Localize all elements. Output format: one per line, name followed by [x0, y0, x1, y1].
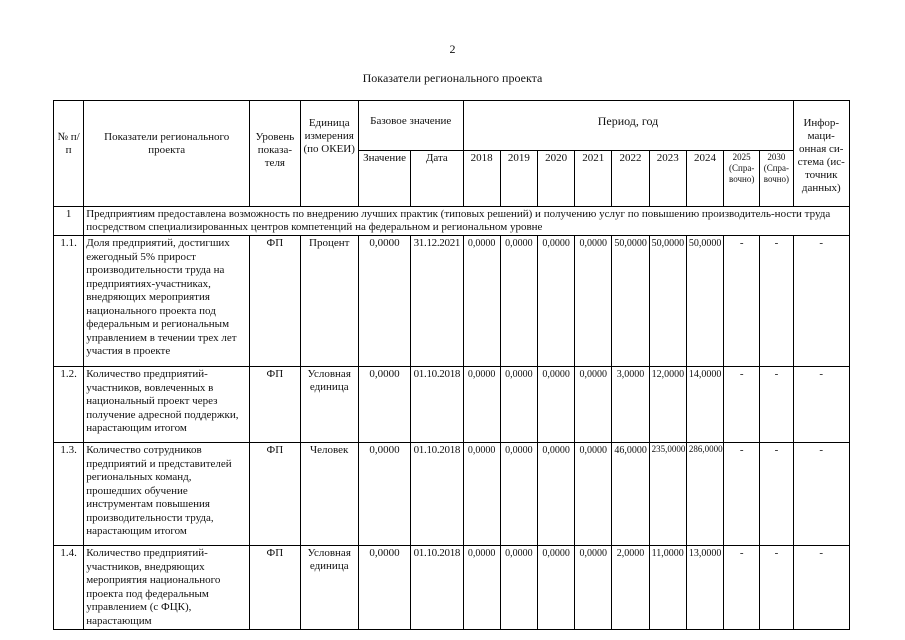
value-2020: 0,0000: [537, 236, 574, 367]
header-year-2030: 2030 (Спра-вочно): [760, 151, 793, 207]
header-level: Уровень показа-теля: [250, 101, 300, 207]
table-row: [54, 367, 850, 443]
indicator-unit: Условная единица: [300, 367, 358, 443]
value-2022: 2,0000: [612, 546, 649, 630]
document-title: Показатели регионального проекта: [362, 71, 543, 85]
value-2030: -: [760, 443, 793, 546]
header-year: 2020: [537, 151, 574, 207]
header-year: 2018: [463, 151, 500, 207]
value-2020: 0,0000: [537, 443, 574, 546]
indicator-unit: Процент: [300, 236, 358, 367]
indicator-level: ФП: [250, 367, 300, 443]
value-2030: -: [760, 367, 793, 443]
value-2020: 0,0000: [537, 367, 574, 443]
info-source: -: [793, 546, 849, 630]
table-row: [54, 546, 850, 630]
table-row: [54, 236, 850, 367]
header-year: 2024: [686, 151, 723, 207]
indicator-name: Количество сотрудников предприятий и представителей региональных команд, прошедших обучение инструментам повышения производительности труда, нарастающим итогом: [84, 443, 250, 546]
value-2018: 0,0000: [463, 367, 500, 443]
value-2023: 11,0000: [649, 546, 686, 630]
info-source: -: [793, 443, 849, 546]
value-2022: 50,0000: [612, 236, 649, 367]
section-row: [54, 207, 850, 236]
info-source: -: [793, 236, 849, 367]
value-2019: 0,0000: [500, 443, 537, 546]
value-2030: -: [760, 236, 793, 367]
row-num: 1.3.: [54, 443, 84, 546]
base-value: 0,0000: [358, 443, 410, 546]
value-2019: 0,0000: [500, 546, 537, 630]
header-base: Базовое значение: [358, 101, 463, 151]
value-2025: -: [724, 367, 760, 443]
header-year-2025: 2025 (Спра-вочно): [724, 151, 760, 207]
table-row: [54, 443, 850, 546]
info-source: -: [793, 367, 849, 443]
value-2023: 235,0000: [649, 443, 686, 546]
row-num: 1.1.: [54, 236, 84, 367]
value-2021: 0,0000: [575, 367, 612, 443]
base-date: 31.12.2021: [411, 236, 463, 367]
base-date: 01.10.2018: [411, 367, 463, 443]
value-2023: 12,0000: [649, 367, 686, 443]
indicator-name: Количество предприятий-участников, внедряющих мероприятия национального проекта под федеральным управлением (с ФЦК), нарастающим: [84, 546, 250, 630]
header-name: Показатели регионального проекта: [84, 101, 250, 207]
indicator-level: ФП: [250, 236, 300, 367]
value-2025: -: [724, 546, 760, 630]
value-2024: 286,0000: [686, 443, 723, 546]
value-2021: 0,0000: [575, 236, 612, 367]
section-num: 1: [54, 207, 84, 236]
value-2021: 0,0000: [575, 546, 612, 630]
indicator-unit: Человек: [300, 443, 358, 546]
value-2025: -: [724, 236, 760, 367]
indicator-level: ФП: [250, 546, 300, 630]
value-2020: 0,0000: [537, 546, 574, 630]
header-base-value: Значение: [358, 151, 410, 207]
row-num: 1.2.: [54, 367, 84, 443]
base-value: 0,0000: [358, 546, 410, 630]
indicators-table: [53, 100, 850, 630]
indicator-level: ФП: [250, 443, 300, 546]
header-year: 2019: [500, 151, 537, 207]
header-year: 2022: [612, 151, 649, 207]
base-value: 0,0000: [358, 367, 410, 443]
base-value: 0,0000: [358, 236, 410, 367]
value-2024: 13,0000: [686, 546, 723, 630]
value-2018: 0,0000: [463, 236, 500, 367]
indicator-name: Доля предприятий, достигших ежегодный 5% прирост производительности труда на предприятиях-участниках, внедряющих мероприятия национального проекта под федеральным и региональным управлением в течении трех лет участия в проекте: [84, 236, 250, 367]
value-2030: -: [760, 546, 793, 630]
value-2022: 46,0000: [612, 443, 649, 546]
indicator-unit: Условная единица: [300, 546, 358, 630]
value-2018: 0,0000: [463, 546, 500, 630]
section-text: Предприятиям предоставлена возможность по внедрению лучших практик (типовых решений) и получению услуг по повышению производитель-ности труда посредством специализированных центров компетенций на федеральном и региональном уровне: [84, 207, 850, 236]
row-num: 1.4.: [54, 546, 84, 630]
value-2019: 0,0000: [500, 367, 537, 443]
header-year: 2021: [575, 151, 612, 207]
value-2018: 0,0000: [463, 443, 500, 546]
page-number: 2: [449, 42, 456, 56]
value-2023: 50,0000: [649, 236, 686, 367]
value-2022: 3,0000: [612, 367, 649, 443]
indicator-name: Количество предприятий-участников, вовлеченных в национальный проект через получение адресной поддержки, нарастающим итогом: [84, 367, 250, 443]
value-2024: 50,0000: [686, 236, 723, 367]
base-date: 01.10.2018: [411, 546, 463, 630]
header-unit: Единица измерения (по ОКЕИ): [300, 101, 358, 207]
base-date: 01.10.2018: [411, 443, 463, 546]
header-info: Инфор-маци-онная си-стема (ис-точник данных): [793, 101, 849, 207]
value-2021: 0,0000: [575, 443, 612, 546]
header-num: № п/п: [54, 101, 84, 207]
header-year: 2023: [649, 151, 686, 207]
header-base-date: Дата: [411, 151, 463, 207]
value-2025: -: [724, 443, 760, 546]
value-2019: 0,0000: [500, 236, 537, 367]
value-2024: 14,0000: [686, 367, 723, 443]
header-period: Период, год: [463, 101, 793, 151]
